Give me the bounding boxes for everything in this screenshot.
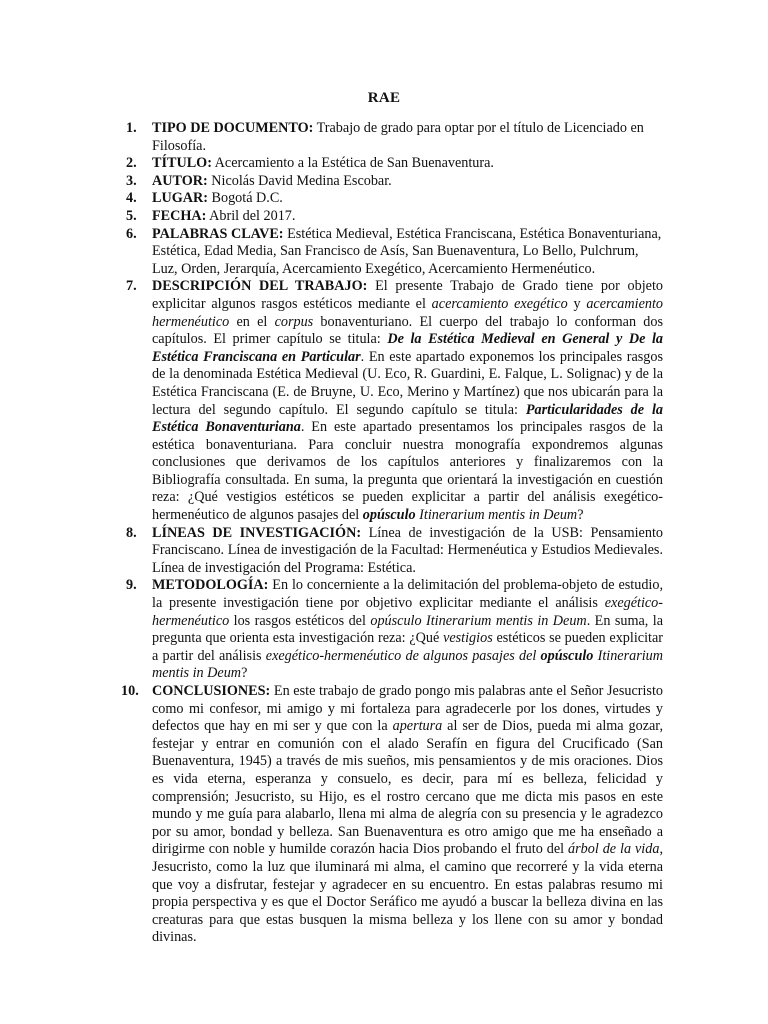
italic-term: árbol de la vida xyxy=(568,841,660,858)
item-text: en el xyxy=(229,313,275,330)
item-number: 5. xyxy=(126,207,137,224)
list-item-autor xyxy=(0,173,768,191)
item-label: LUGAR: xyxy=(152,190,208,207)
item-label: PALABRAS CLAVE: xyxy=(152,225,284,242)
item-text: ? xyxy=(241,665,248,682)
list-item-descripcion xyxy=(0,278,768,524)
item-number: 2. xyxy=(126,155,137,172)
item-text: En este trabajo de grado pongo mis palabras ante el Señor Jesucristo como mi confesor, mi amigo y mi fortaleza para agradecerle por los dones, virtudes y defectos que hay en mi ser y que con la xyxy=(152,683,663,735)
item-text: y xyxy=(567,295,587,312)
item-text: Abril del 2017. xyxy=(206,207,296,224)
item-text: bonaventuriano. El cuerpo del trabajo lo conforman dos capítulos. El primer capítulo se titula: xyxy=(152,313,663,348)
chapter-title: Particularidades de la Estética Bonaventuriana xyxy=(152,401,663,436)
rae-list xyxy=(0,120,768,947)
item-text: estéticos se pueden explicitar a partir del análisis xyxy=(152,630,663,664)
item-text: Bogotá D.C. xyxy=(207,190,283,207)
italic-term: Itinerarium mentis in Deum xyxy=(152,647,664,682)
list-item-titulo xyxy=(0,155,768,173)
list-item-lugar xyxy=(0,190,768,208)
item-text: , Jesucristo, como la luz que iluminará mi alma, el camino que recorreré y la vida eterna que voy a disfrutar, festejar y agradecer en su encuentro. En estas palabras resumo mi propia perspectiva y es que el Doctor Seráfico me ayudó a buscar la belleza divina en las creaturas para que estas busquen la misma belleza y los llene con su amor y bondad divinas. xyxy=(152,841,663,946)
list-item-lineas xyxy=(0,525,768,578)
chapter-title: De la Estética Medieval en General y De la Estética Franciscana en Particular xyxy=(152,331,664,365)
italic-term: apertura xyxy=(392,718,443,735)
item-label: TÍTULO: xyxy=(152,155,212,172)
item-number: 9. xyxy=(126,577,137,594)
bold-italic-term: opúsculo xyxy=(362,507,416,524)
item-number: 4. xyxy=(126,190,137,207)
item-number: 1. xyxy=(126,120,137,136)
item-text: Acercamiento a la Estética de San Buenaventura. xyxy=(211,155,494,172)
item-number: 6. xyxy=(126,225,137,242)
item-text: Nicolás David Medina Escobar. xyxy=(207,172,392,189)
italic-term: acercamiento exegético xyxy=(431,295,568,312)
italic-term: Itinerarium mentis in Deum xyxy=(419,507,578,524)
italic-term: exegético-hermenéutico de algunos pasajes del xyxy=(265,647,537,664)
document-title: RAE xyxy=(367,90,401,106)
bold-italic-term: opúsculo xyxy=(540,647,594,664)
italic-term: acercamiento hermenéutico xyxy=(152,295,664,330)
item-text: los rasgos estéticos del xyxy=(229,612,371,629)
list-item-tipo xyxy=(0,120,768,155)
item-text: Trabajo de grado para optar por el título de Licenciado en Filosofía. xyxy=(152,120,644,154)
list-item-conclusiones xyxy=(0,683,768,947)
item-label: AUTOR: xyxy=(152,172,208,189)
italic-term: corpus xyxy=(274,313,314,330)
item-number: 10. xyxy=(121,683,139,699)
item-label: METODOLOGÍA: xyxy=(152,577,269,594)
list-item-fecha xyxy=(0,208,768,226)
item-text: al ser de Dios, pueda mi alma gozar, festejar y entrar en comunión con el alado Serafín en figura del Crucificado (San Buenaventura, 1945) a través de mis sueños, mis pensamientos y de mis oraciones. Dios es vida eterna, esperanza y consuelo, es decir, para mí es belleza, felicidad y comprensión; Jesucristo, su Hijo, es el rostro cercano que me dicta mis pasos en este mundo y me guía para alabarlo, llena mi alma de alegría con su presencia y le agradezco por su amor, bondad y belleza. San Buenaventura es otro amigo que me ha enseñado a dirigirme con noble y humilde corazón hacia Dios probando el fruto del xyxy=(152,718,663,858)
item-number: 8. xyxy=(126,524,137,541)
item-label: CONCLUSIONES: xyxy=(152,683,271,699)
item-text: ? xyxy=(577,507,584,524)
item-label: TIPO DE DOCUMENTO: xyxy=(152,120,314,136)
list-item-palabras-clave xyxy=(0,226,768,279)
item-label: DESCRIPCIÓN DEL TRABAJO: xyxy=(152,278,368,295)
item-text: El presente Trabajo de Grado tiene por objeto explicitar algunos rasgos estéticos mediante el xyxy=(152,278,663,312)
item-label: FECHA: xyxy=(152,207,207,224)
item-label: LÍNEAS DE INVESTIGACIÓN: xyxy=(152,524,362,541)
item-text: . En este apartado presentamos los principales rasgos de la estética bonaventuriana. Para concluir nuestra monografía expondremos algunas conclusiones que derivamos de los capítulos anteriores y finalizaremos con la Bibliografía consultada. En suma, la pregunta que orientará la investigación en cuestión reza: ¿Qué vestigios estéticos se pueden explicitar a partir del análisis exegético-hermenéutico de algunos pasajes del xyxy=(152,419,663,524)
list-item-metodologia xyxy=(0,577,768,683)
item-text: En lo concerniente a la delimitación del problema-objeto de estudio, la presente investigación tiene por objetivo explicitar mediante el análisis xyxy=(152,577,663,612)
item-number: 7. xyxy=(126,278,137,295)
item-text: Estética Medieval, Estética Franciscana, Estética Bonaventuriana, Estética, Edad Media, San Francisco de Asís, San Buenaventura, Lo Bello, Pulchrum, Luz, Orden, Jerarquía, Acercamiento Exegético, Acercamiento Hermenéutico. xyxy=(152,225,662,277)
item-number: 3. xyxy=(126,172,137,189)
item-text: . En suma, la pregunta que orienta esta investigación reza: ¿Qué xyxy=(152,612,664,647)
italic-term: opúsculo Itinerarium mentis in Deum xyxy=(370,612,587,629)
item-text: . En este apartado exponemos los principales rasgos de la denominada Estética Medieval (U. Eco, R. Guardini, E. Falque, L. Solignac) y de la Estética Franciscana (E. de Bruyne, U. Eco, Merino y Martínez) que nos ubicarán para la lectura del segundo capítulo. El segundo capítulo se titula: xyxy=(152,348,663,418)
item-text: Línea de investigación de la USB: Pensamiento Franciscano. Línea de investigación de la Facultad: Hermenéutica y Estudios Medievales. Línea de investigación del Programa: Estética. xyxy=(152,524,663,576)
italic-term: exegético-hermenéutico xyxy=(152,595,663,629)
italic-term: vestigios xyxy=(443,630,493,647)
